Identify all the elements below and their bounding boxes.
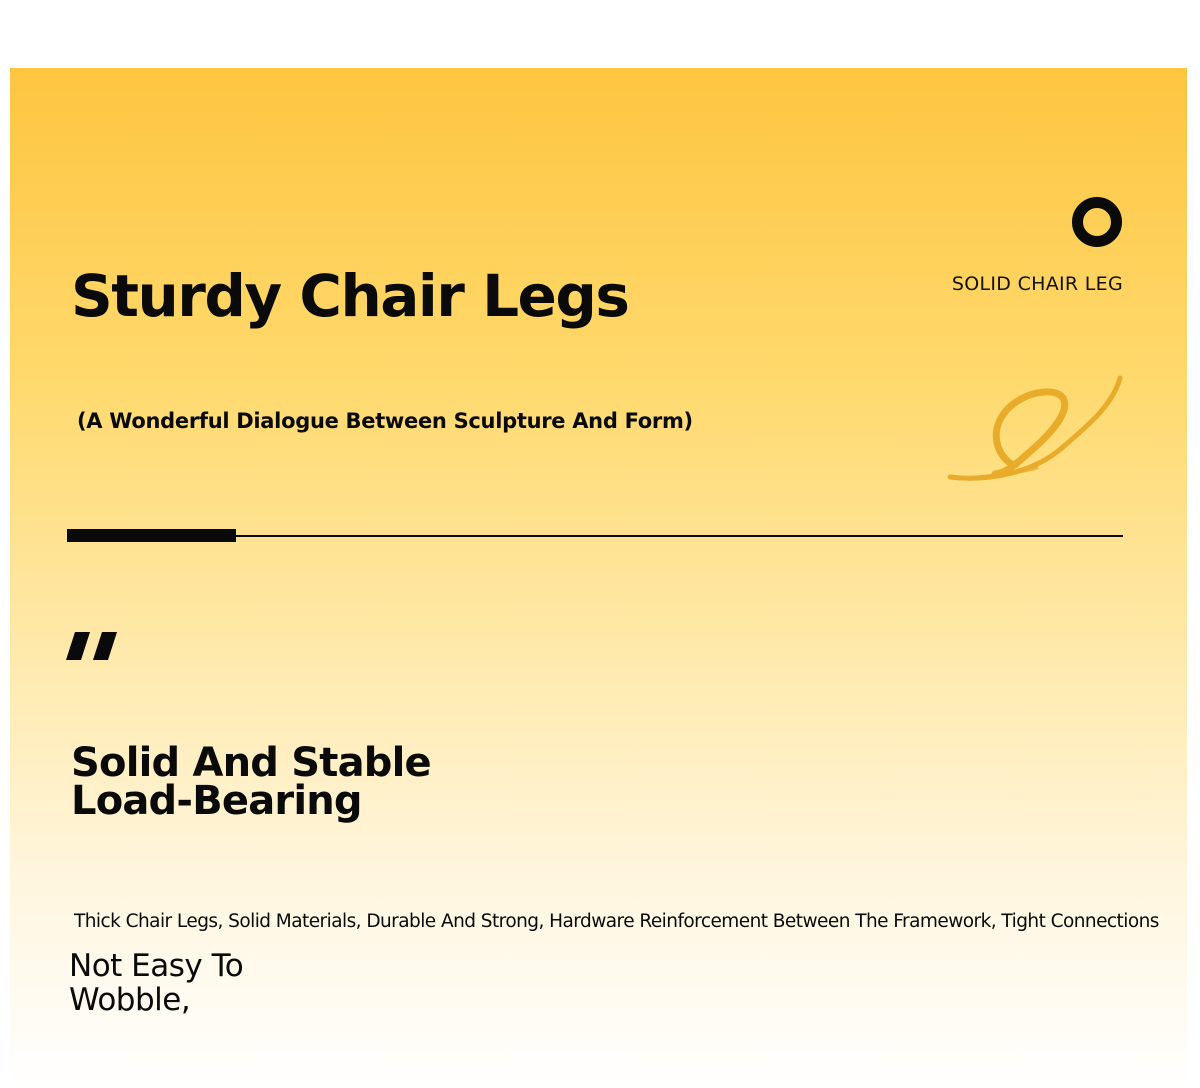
badge-label: SOLID CHAIR LEG [951, 273, 1123, 295]
feature-description-cont-line2: Wobble, [69, 982, 191, 1018]
feature-heading [71, 740, 571, 824]
page-title: Sturdy Chair Legs [71, 262, 629, 330]
swirl-icon [945, 372, 1125, 484]
background-panel [10, 68, 1187, 1088]
quote-mark-icon [66, 632, 118, 660]
divider-line [236, 535, 1123, 537]
feature-heading-line2: Load-Bearing [71, 778, 362, 824]
divider-accent [67, 529, 236, 542]
feature-heading-line1: Solid And Stable [71, 740, 431, 786]
feature-description: Thick Chair Legs, Solid Materials, Durable And Strong, Hardware Reinforcement Between The Framework, Tight Connections [74, 911, 1159, 932]
feature-description-continued [69, 949, 309, 1017]
page-subtitle: (A Wonderful Dialogue Between Sculpture And Form) [77, 409, 693, 433]
ring-icon [1072, 197, 1122, 247]
feature-description-cont-line1: Not Easy To [69, 948, 244, 984]
